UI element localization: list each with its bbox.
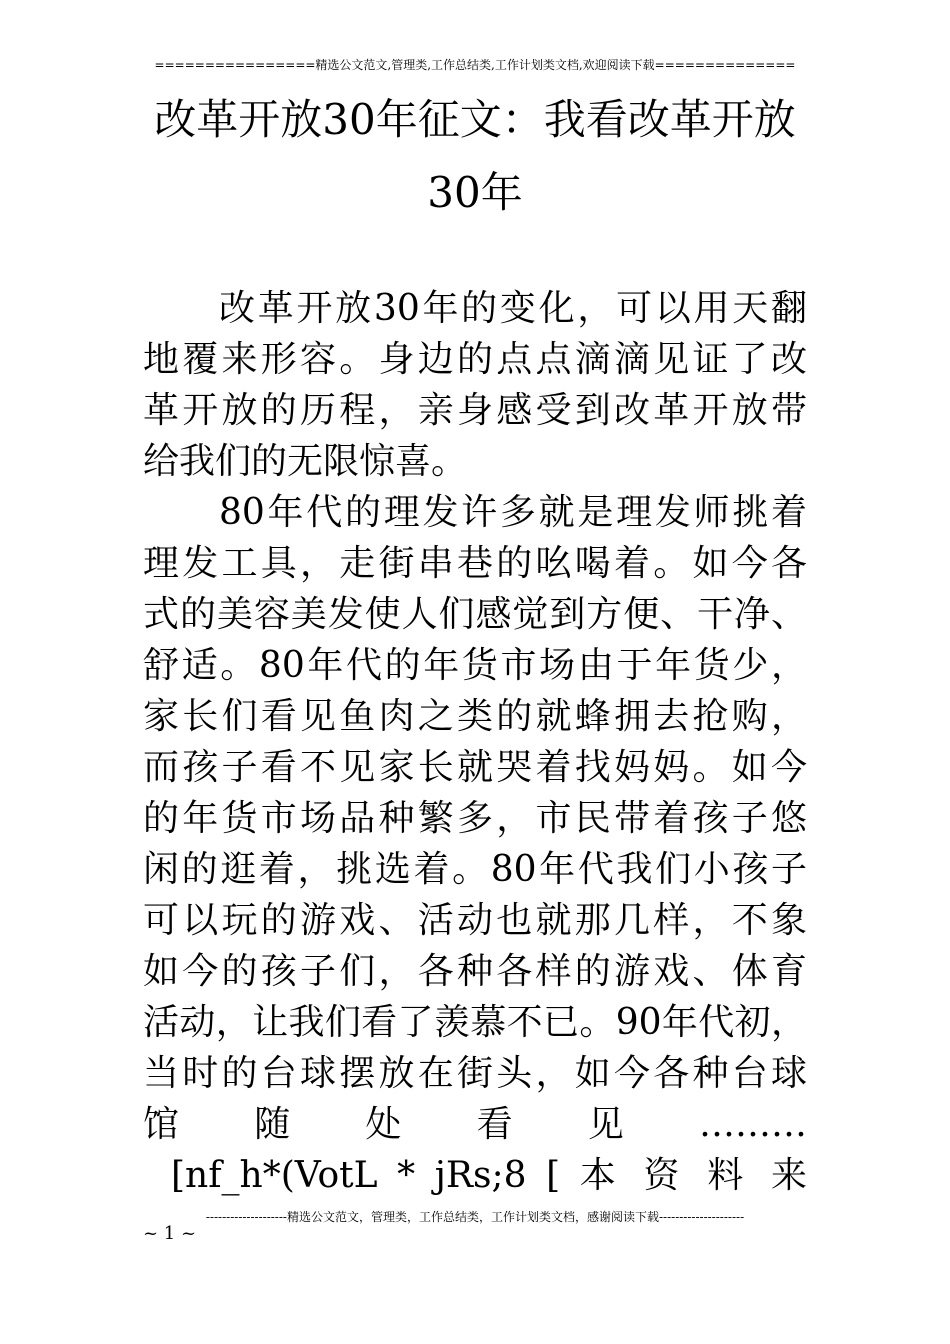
paragraph-line: 活动，让我们看了羡慕不已。90年代初， xyxy=(143,1002,807,1043)
document-body xyxy=(143,283,807,1201)
paragraph-line: 可以玩的游戏、活动也就那几样，不象 xyxy=(143,900,807,941)
document-title-line-2: 30年 xyxy=(427,168,523,217)
document-title-line-1: 改革开放30年征文：我看改革开放 xyxy=(154,95,796,144)
paragraph-line: 理发工具，走街串巷的吆喝着。如今各 xyxy=(143,543,807,584)
paragraph-line: 馆 随 处 看 见 ……… xyxy=(143,1104,807,1145)
paragraph-line: 闲的逛着，挑选着。80年代我们小孩子 xyxy=(143,849,807,890)
page-footer: --------------------精选公文范文，管理类，工作总结类，工作计划类文档，感谢阅读下载--------------------- xyxy=(205,1210,745,1224)
paragraph-line: 革开放的历程，亲身感受到改革开放带 xyxy=(143,390,807,431)
paragraph-line: 而孩子看不见家长就哭着找妈妈。如今 xyxy=(143,747,807,788)
paragraph-line: 的年货市场品种繁多，市民带着孩子悠 xyxy=(143,798,807,839)
paragraph-line: 80年代的理发许多就是理发师挑着 xyxy=(219,492,807,533)
paragraph-line: 改革开放30年的变化，可以用天翻 xyxy=(219,288,807,329)
paragraph-line: [nf_h*(VotL * jRs;8 [ 本 资 料 来 xyxy=(171,1155,807,1196)
paragraph-line: 舒适。80年代的年货市场由于年货少， xyxy=(143,645,807,686)
page-header: ================精选公文范文,管理类,工作总结类,工作计划类文档,欢迎阅读下载============== xyxy=(154,58,796,72)
paragraph-line: 给我们的无限惊喜。 xyxy=(143,441,468,482)
paragraph-line: 如今的孩子们，各种各样的游戏、体育 xyxy=(143,951,807,992)
paragraph-line: 当时的台球摆放在街头，如今各种台球 xyxy=(143,1053,807,1094)
page-number: ~ 1 ~ xyxy=(143,1223,197,1244)
paragraph-line: 家长们看见鱼肉之类的就蜂拥去抢购， xyxy=(143,696,807,737)
paragraph-line: 式的美容美发使人们感觉到方便、干净、 xyxy=(143,594,807,635)
paragraph-line: 地覆来形容。身边的点点滴滴见证了改 xyxy=(143,339,807,380)
